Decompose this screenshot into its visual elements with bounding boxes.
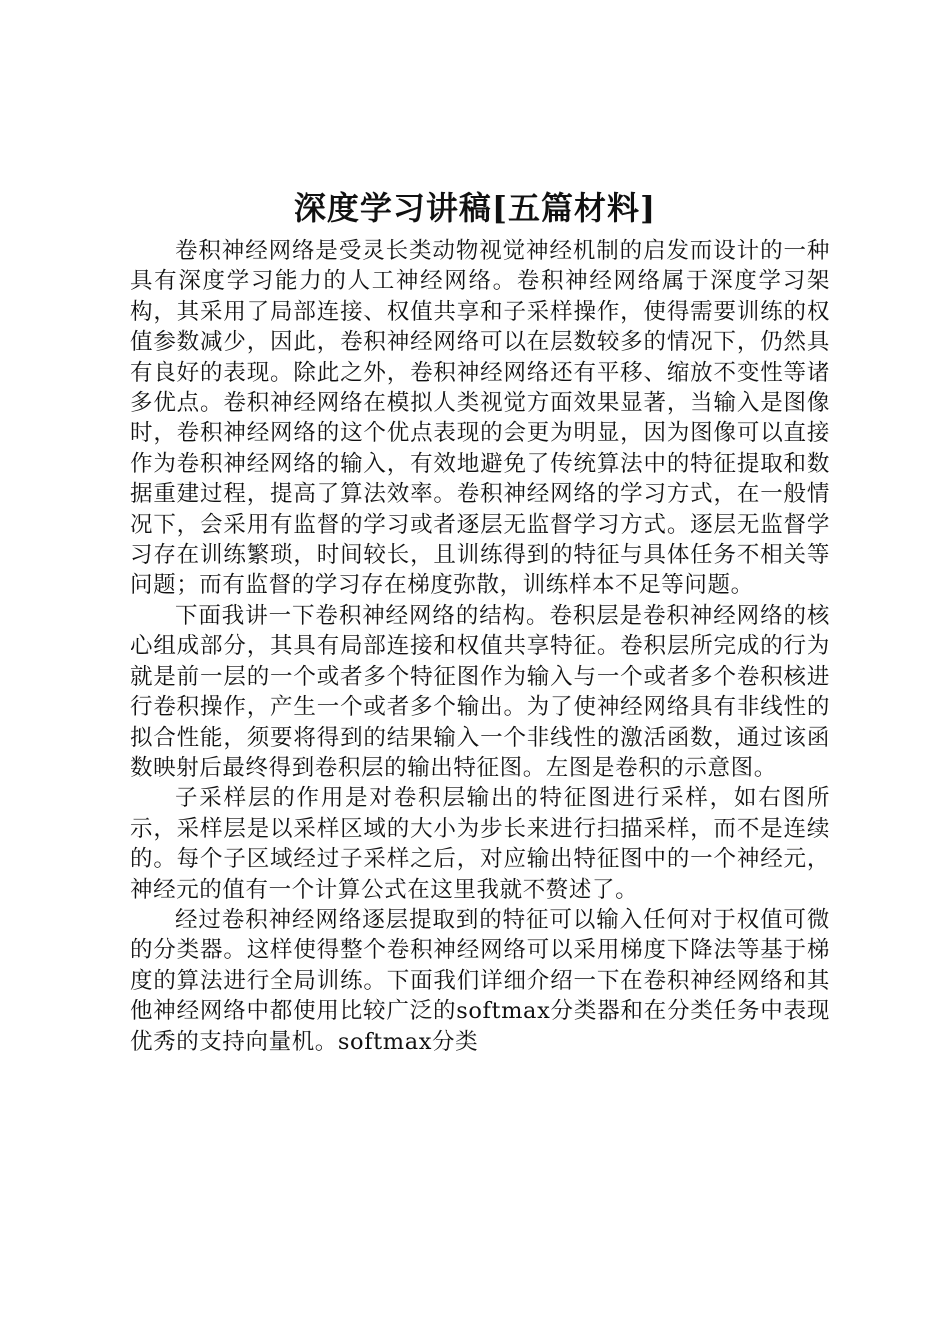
paragraph: 子采样层的作用是对卷积层输出的特征图进行采样，如右图所示，采样层是以采样区域的大小为步长来进行扫描采样，而不是连续的。每个子区域经过子采样之后，对应输出特征图中的一个神经元，神经元的值有一个计算公式在这里我就不赘述了。 xyxy=(130,785,830,903)
paragraph: 卷积神经网络是受灵长类动物视觉神经机制的启发而设计的一种具有深度学习能力的人工神经网络。卷积神经网络属于深度学习架构，其采用了局部连接、权值共享和子采样操作，使得需要训练的权值参数减少，因此，卷积神经网络可以在层数较多的情况下，仍然具有良好的表现。除此之外，卷积神经网络还有平移、缩放不变性等诸多优点。卷积神经网络在模拟人类视觉方面效果显著，当输入是图像时，卷积神经网络的这个优点表现的会更为明显，因为图像可以直接作为卷积神经网络的输入，有效地避免了传统算法中的特征提取和数据重建过程，提高了算法效率。卷积神经网络的学习方式，在一般情况下，会采用有监督的学习或者逐层无监督学习方式。逐层无监督学习存在训练繁琐，时间较长，且训练得到的特征与具体任务不相关等问题；而有监督的学习存在梯度弥散，训练样本不足等问题。 xyxy=(130,238,830,599)
paragraph: 经过卷积神经网络逐层提取到的特征可以输入任何对于权值可微的分类器。这样使得整个卷积神经网络可以采用梯度下降法等基于梯度的算法进行全局训练。下面我们详细介绍一下在卷积神经网络和其他神经网络中都使用比较广泛的softmax分类器和在分类任务中表现优秀的支持向量机。softmax分类 xyxy=(130,906,830,1055)
document-title: 深度学习讲稿[五篇材料] xyxy=(293,189,657,227)
document-body xyxy=(130,236,830,1057)
paragraph: 下面我讲一下卷积神经网络的结构。卷积层是卷积神经网络的核心组成部分，其具有局部连接和权值共享特征。卷积层所完成的行为就是前一层的一个或者多个特征图作为输入与一个或者多个卷积核进行卷积操作，产生一个或者多个输出。为了使神经网络具有非线性的拟合性能，须要将得到的结果输入一个非线性的激活函数，通过该函数映射后最终得到卷积层的输出特征图。左图是卷积的示意图。 xyxy=(130,602,830,781)
